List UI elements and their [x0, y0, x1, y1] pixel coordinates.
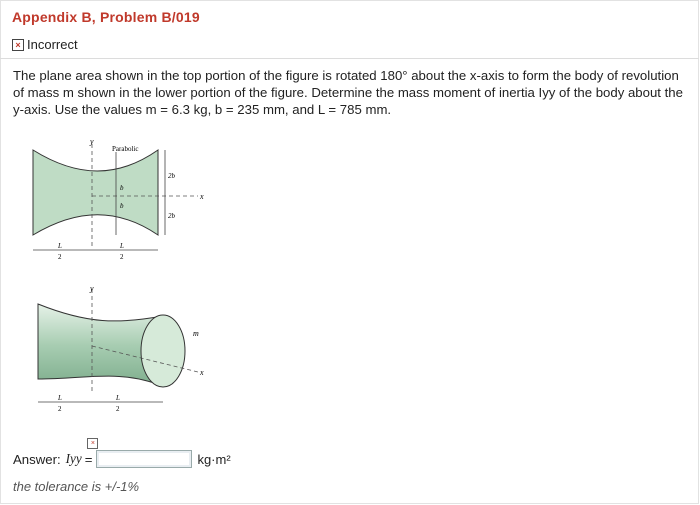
status-label: Incorrect	[27, 37, 78, 52]
L-right-label: L	[116, 394, 120, 402]
body-of-revolution-figure	[28, 284, 228, 424]
y-axis-label: y	[90, 138, 94, 146]
tolerance-note: the tolerance is +/-1%	[13, 479, 140, 494]
divider	[0, 58, 699, 59]
answer-unit: kg·m²	[197, 451, 231, 467]
parabolic-label: Parabolic	[112, 145, 139, 153]
x-flag-icon: ×	[87, 438, 98, 449]
problem-title: Appendix B, Problem B/019	[12, 9, 200, 25]
b-upper-label: b	[120, 184, 124, 192]
plane-area-shape	[33, 150, 158, 235]
x-axis-label: x	[200, 368, 204, 377]
half-right-label: 2	[116, 405, 120, 413]
x-axis-label: x	[200, 192, 204, 201]
answer-row	[13, 440, 231, 468]
problem-statement: The plane area shown in the top portion of the figure is rotated 180° about the x-axis to form the body of revolution of mass m shown in the lower portion of the figure. Determine the mass moment of inertia Iyy of the body about the y-axis. Use the values m = 6.3 kg, b = 235 mm, and L = 785 mm.	[13, 68, 683, 117]
answer-label: Answer:	[13, 451, 61, 467]
status-indicator	[12, 37, 78, 52]
half-right-label: 2	[120, 253, 124, 261]
equals-sign: =	[84, 451, 93, 467]
answer-symbol: Iyy	[65, 451, 82, 466]
L-right-label: L	[120, 242, 124, 250]
y-axis-label: y	[90, 284, 94, 293]
plane-area-figure	[28, 138, 218, 268]
L-left-label: L	[58, 394, 62, 402]
answer-input[interactable]	[96, 450, 192, 468]
x-box-icon: ×	[12, 39, 24, 51]
end-face	[141, 315, 185, 387]
mass-label: m	[193, 329, 199, 338]
2b-upper-label: 2b	[168, 172, 175, 180]
answer-input-wrapper	[90, 440, 192, 468]
b-lower-label: b	[120, 202, 124, 210]
L-left-label: L	[58, 242, 62, 250]
2b-lower-label: 2b	[168, 212, 175, 220]
half-left-label: 2	[58, 253, 62, 261]
half-left-label: 2	[58, 405, 62, 413]
